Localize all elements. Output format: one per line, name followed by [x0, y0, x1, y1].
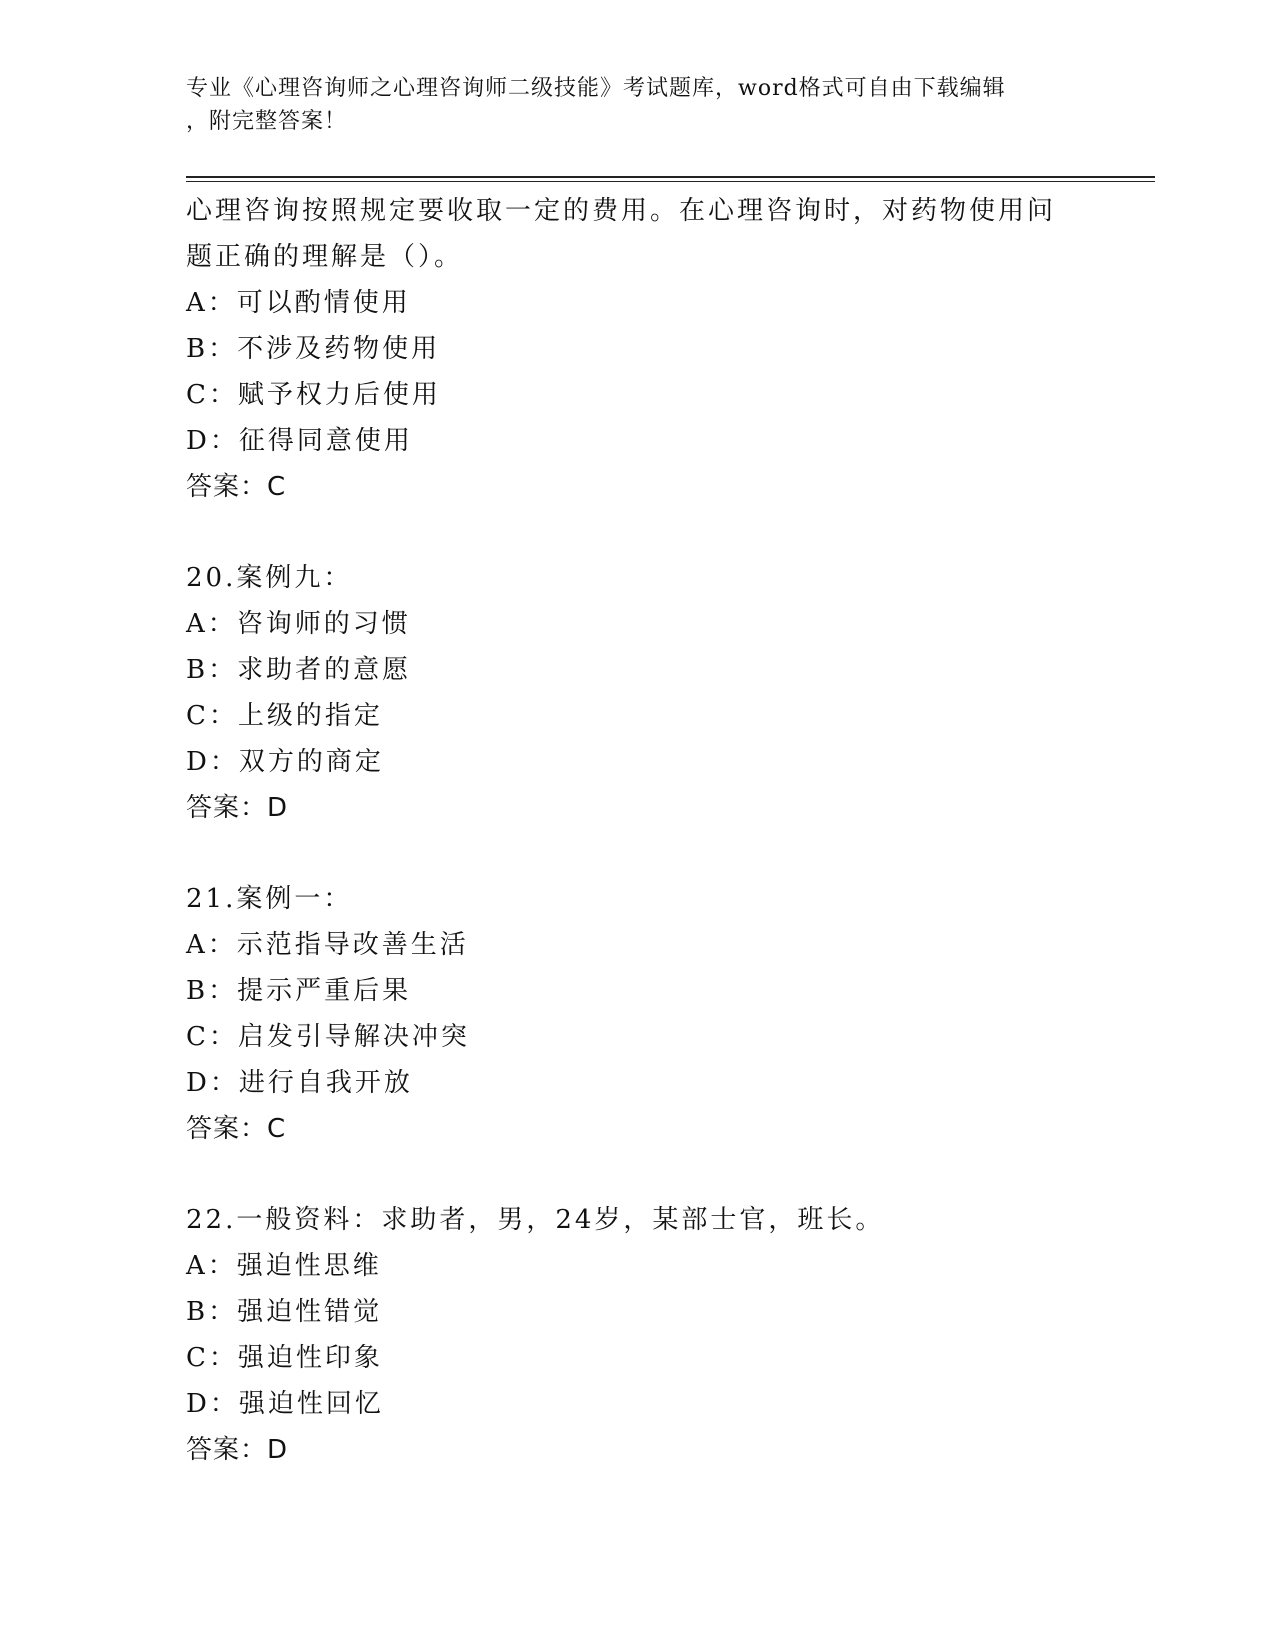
option-c: C：强迫性印象 [186, 1343, 383, 1373]
question-stem: 心理咨询按照规定要收取一定的费用。在心理咨询时，对药物使用问 [186, 196, 1057, 226]
spacer [186, 831, 1086, 876]
question-block [186, 188, 1086, 510]
header-divider-thick [186, 176, 1155, 178]
header-divider-thin [186, 181, 1155, 182]
question-block [186, 1197, 1086, 1473]
header-line-2: ，附完整答案！ [186, 109, 348, 134]
option-d: D：双方的商定 [186, 747, 384, 777]
option-c: C：启发引导解决冲突 [186, 1022, 470, 1052]
option-d: D：强迫性回忆 [186, 1389, 384, 1419]
answer-line: 答案：D [186, 793, 289, 823]
question-stem: 21.案例一： [186, 884, 353, 914]
question-stem: 20.案例九： [186, 563, 353, 593]
answer-line: 答案：C [186, 472, 287, 502]
option-b: B：强迫性错觉 [186, 1297, 383, 1327]
answer-line: 答案：C [186, 1114, 287, 1144]
option-b: B：不涉及药物使用 [186, 334, 441, 364]
question-block [186, 876, 1086, 1152]
question-list [186, 188, 1086, 1473]
option-d: D：征得同意使用 [186, 426, 413, 456]
header-line-1: 专业《心理咨询师之心理咨询师二级技能》考试题库，word格式可自由下载编辑 [186, 76, 1006, 101]
option-a: A：咨询师的习惯 [186, 609, 411, 639]
option-c: C：上级的指定 [186, 701, 383, 731]
option-a: A：示范指导改善生活 [186, 930, 469, 960]
question-stem: 题正确的理解是（）。 [186, 242, 464, 272]
spacer [186, 1152, 1086, 1197]
question-block [186, 555, 1086, 831]
option-b: B：提示严重后果 [186, 976, 412, 1006]
spacer [186, 510, 1086, 555]
document-header [186, 72, 1066, 138]
option-a: A：强迫性思维 [186, 1251, 382, 1281]
option-c: C：赋予权力后使用 [186, 380, 441, 410]
option-d: D：进行自我开放 [186, 1068, 413, 1098]
answer-line: 答案：D [186, 1435, 289, 1465]
option-b: B：求助者的意愿 [186, 655, 412, 685]
question-stem: 22.一般资料：求助者，男，24岁，某部士官，班长。 [186, 1205, 885, 1235]
option-a: A：可以酌情使用 [186, 288, 411, 318]
